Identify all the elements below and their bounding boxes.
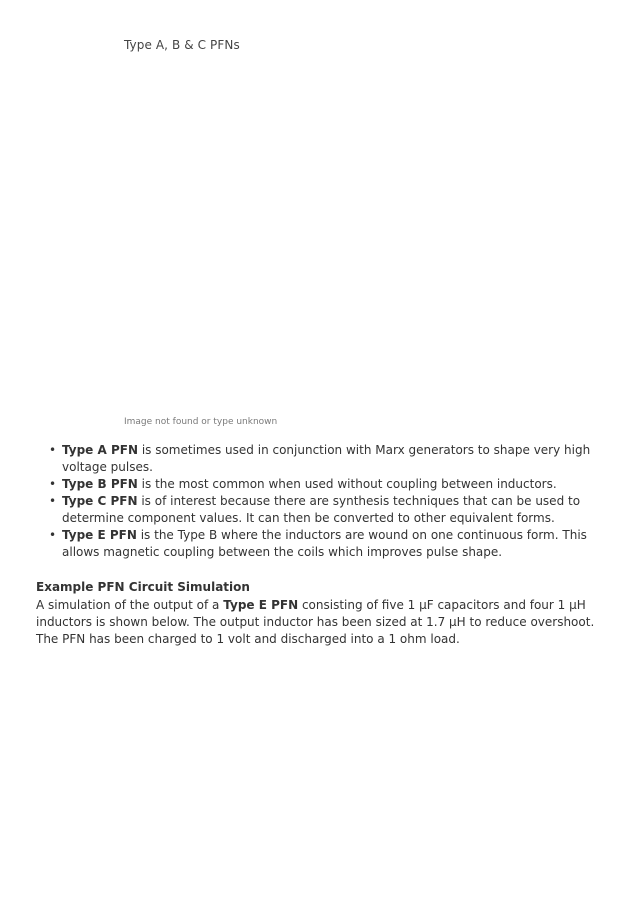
pfn-type-name: Type C PFN: [62, 494, 138, 508]
pfn-type-description: is the most common when used without coupling between inductors.: [137, 477, 557, 491]
pfn-type-list: [36, 442, 622, 561]
paragraph-bold-text: Type E PFN: [223, 598, 299, 612]
paragraph-text: A simulation of the output of a: [36, 598, 224, 612]
list-item: [49, 527, 622, 561]
pfn-type-name: Type A PFN: [62, 443, 138, 457]
list-item: [49, 476, 622, 493]
pfn-type-name: Type B PFN: [62, 477, 138, 491]
bullet-icon: •: [49, 477, 57, 491]
list-item: [49, 493, 622, 527]
figure-image-placeholder: [124, 60, 524, 410]
pfn-type-description: is sometimes used in conjunction with Marx generators to shape very high voltage pulses.: [62, 443, 591, 474]
section-heading: Example PFN Circuit Simulation: [36, 580, 250, 594]
section-paragraph: [36, 597, 596, 648]
figure-caption: Type A, B & C PFNs: [124, 38, 240, 52]
paragraph-text: consisting of five 1 µF capacitors and four 1 µH inductors is shown below. The output inductor has been sized at 1.7 µH to reduce overshoot. The PFN has been charged to 1 volt and discharged into a 1 ohm load.: [36, 598, 595, 646]
bullet-icon: •: [49, 528, 57, 542]
pfn-type-description: is of interest because there are synthesis techniques that can be used to determine component values. It can then be converted to other equivalent forms.: [62, 494, 581, 525]
list-item: [49, 442, 622, 476]
broken-image-alt-text: Image not found or type unknown: [124, 417, 278, 427]
pfn-type-name: Type E PFN: [62, 528, 137, 542]
pfn-type-description: is the Type B where the inductors are wound on one continuous form. This allows magnetic coupling between the coils which improves pulse shape.: [62, 528, 587, 559]
bullet-icon: •: [49, 494, 57, 508]
bullet-icon: •: [49, 443, 57, 457]
